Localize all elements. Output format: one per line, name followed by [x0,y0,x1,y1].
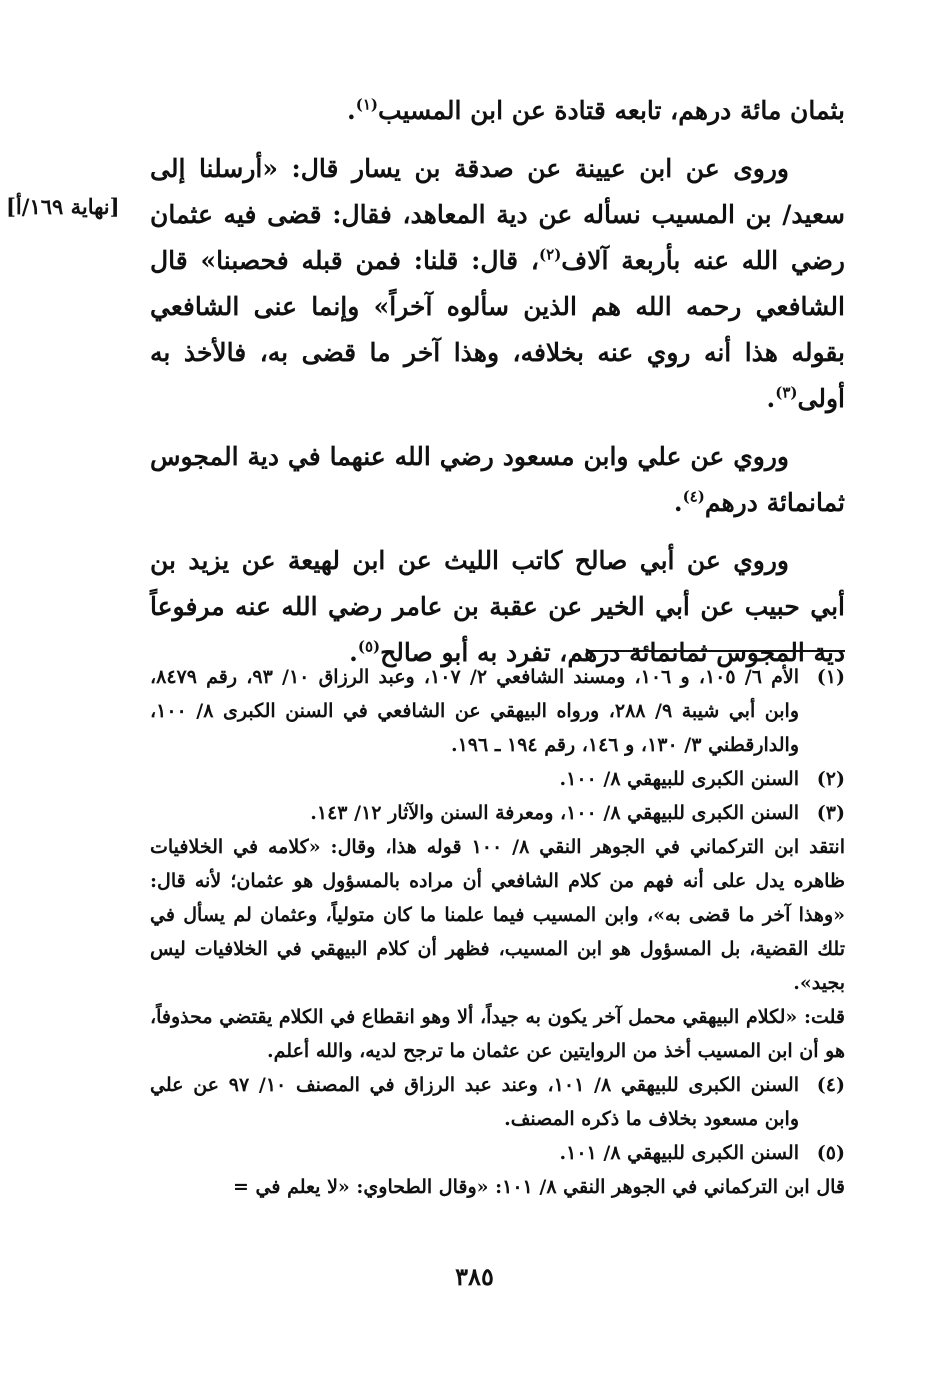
footnote-number: (٢) [816,768,845,790]
footnote-text: السنن الكبرى للبيهقي ٨/ ١٠٠، ومعرفة السنن والآثار ١٢/ ١٤٣. [310,802,799,824]
page-number: ٣٨٥ [455,1262,494,1291]
footnote-2 [150,762,845,796]
paragraph-4: وروي عن أبي صالح كاتب الليث عن ابن لهيعة عن يزيد بن أبي حبيب عن أبي الخير عن عقبة بن عامر رضي الله عنه مرفوعاً دية المجوس ثمانمائة درهم، تفرد به أبو صالح$^{(٥)}$. [150,546,845,667]
paragraph-1: بثمان مائة درهم، تابعه قتادة عن ابن المسيب$^{(١)}$. [347,95,845,125]
footnote-text: السنن الكبرى للبيهقي ٨/ ١٠١، وعند عبد الرزاق في المصنف ١٠/ ٩٧ عن علي وابن مسعود بخلاف ما ذكره المصنف. [150,1074,799,1130]
footnote-number: (٣) [816,802,845,824]
footnote-text: السنن الكبرى للبيهقي ٨/ ١٠٠. [559,768,799,790]
paragraph-2-text-a: وروى عن ابن عيينة عن صدقة بن يسار قال: «أرسلنا إلى سعيد/ بن المسيب نسأله عن دية المعاهد، فقال: قضى فيه عثمان رضي الله عنه بأربعة آلاف [150,154,846,275]
footnote-3-continuation-2: قلت: «لكلام البيهقي محمل آخر يكون به جيداً، ألا وهو انقطاع في الكلام يقتضي محذوفاً، هو أن ابن المسيب أخذ من الروايتين عن عثمان ما ترجح لديه، والله أعلم. [150,1006,845,1062]
footnote-3-continuation-1: انتقد ابن التركماني في الجوهر النقي ٨/ ١٠٠ قوله هذا، وقال: «كلامه في الخلافيات ظاهره يدل على أنه فهم من كلام الشافعي أن مراده بالمسؤول هو عثمان؛ لأنه قال: «وهذا آخر ما قضى به»، وابن المسيب فيما علمنا ما كان متولياً، وعثمان لم يسأل في تلك القضية، بل المسؤول هو ابن المسيب، فظهر أن كلام البيهقي في الخلافيات ليس بجيد». [150,836,845,994]
paragraph-2: وروى عن ابن عيينة عن صدقة بن يسار قال: «أرسلنا إلى سعيد/ بن المسيب نسأله عن دية المعاهد، فقال: قضى فيه عثمان رضي الله عنه بأربعة آلاف$^{(٢)}$، قال: قلنا: فمن قبله فحصبنا» قال الشافعي رحمه الله هم الذين سألوه آخراً» وإنما عنى الشافعي بقوله هذا أنه روي عنه بخلافه، وهذا آخر ما قضى به، فالأخذ به أولى$^{(٣)}$. [150,154,846,413]
footnote-3 [150,796,845,830]
footnote-ref-5[interactable]: (٥) [357,637,381,656]
footnote-ref-3[interactable]: (٣) [775,383,798,402]
footnote-number: (١) [816,666,845,688]
footnote-ref-1[interactable]: (١) [355,95,379,114]
footnote-text: الأم ٦/ ١٠٥، و ١٠٦، ومسند الشافعي ٢/ ١٠٧، وعبد الرزاق ١٠/ ٩٣، رقم ٨٤٧٩، وابن أبي شيبة ٩/ ٢٨٨، ورواه البيهقي عن الشافعي في السنن الكبرى ٨/ ١٠٠، والدارقطني ٣/ ١٣٠، و ١٤٦، رقم ١٩٤ ـ ١٩٦. [150,666,800,756]
footnote-divider [587,650,845,652]
paragraph-3-text: وروي عن علي وابن مسعود رضي الله عنهما في دية المجوس ثمانمائة درهم [150,442,845,517]
footnote-text: السنن الكبرى للبيهقي ٨/ ١٠١. [559,1142,799,1164]
footnote-ref-2[interactable]: (٢) [539,245,562,264]
footnote-1 [150,660,845,762]
paragraph-4-text: وروي عن أبي صالح كاتب الليث عن ابن لهيعة عن يزيد بن أبي حبيب عن أبي الخير عن عقبة بن عامر رضي الله عنه مرفوعاً دية المجوس ثمانمائة درهم، تفرد به أبو صالح [150,546,845,667]
footnote-5-continuation: قال ابن التركماني في الجوهر النقي ٨/ ١٠١: «وقال الطحاوي: «لا يعلم في = [233,1176,845,1198]
footnote-number: (٤) [816,1074,845,1096]
footnotes [150,660,845,1204]
footnote-number: (٥) [816,1142,845,1164]
footnote-5 [150,1136,845,1170]
margin-note: [نهاية ١٦٩/أ] [6,194,120,219]
paragraph-3: وروي عن علي وابن مسعود رضي الله عنهما في دية المجوس ثمانمائة درهم$^{(٤)}$. [150,442,845,517]
footnote-4 [150,1068,845,1136]
main-text [150,88,845,676]
paragraph-2-text-b: ، قال: قلنا: فمن قبله فحصبنا» قال الشافعي رحمه الله هم الذين سألوه آخراً» وإنما عنى الشافعي بقوله هذا أنه روي عنه بخلافه، وهذا آخر ما قضى به، فالأخذ به أولى [150,246,845,413]
paragraph-1-text: بثمان مائة درهم، تابعه قتادة عن ابن المسيب [378,96,845,125]
footnote-ref-4[interactable]: (٤) [682,487,705,506]
